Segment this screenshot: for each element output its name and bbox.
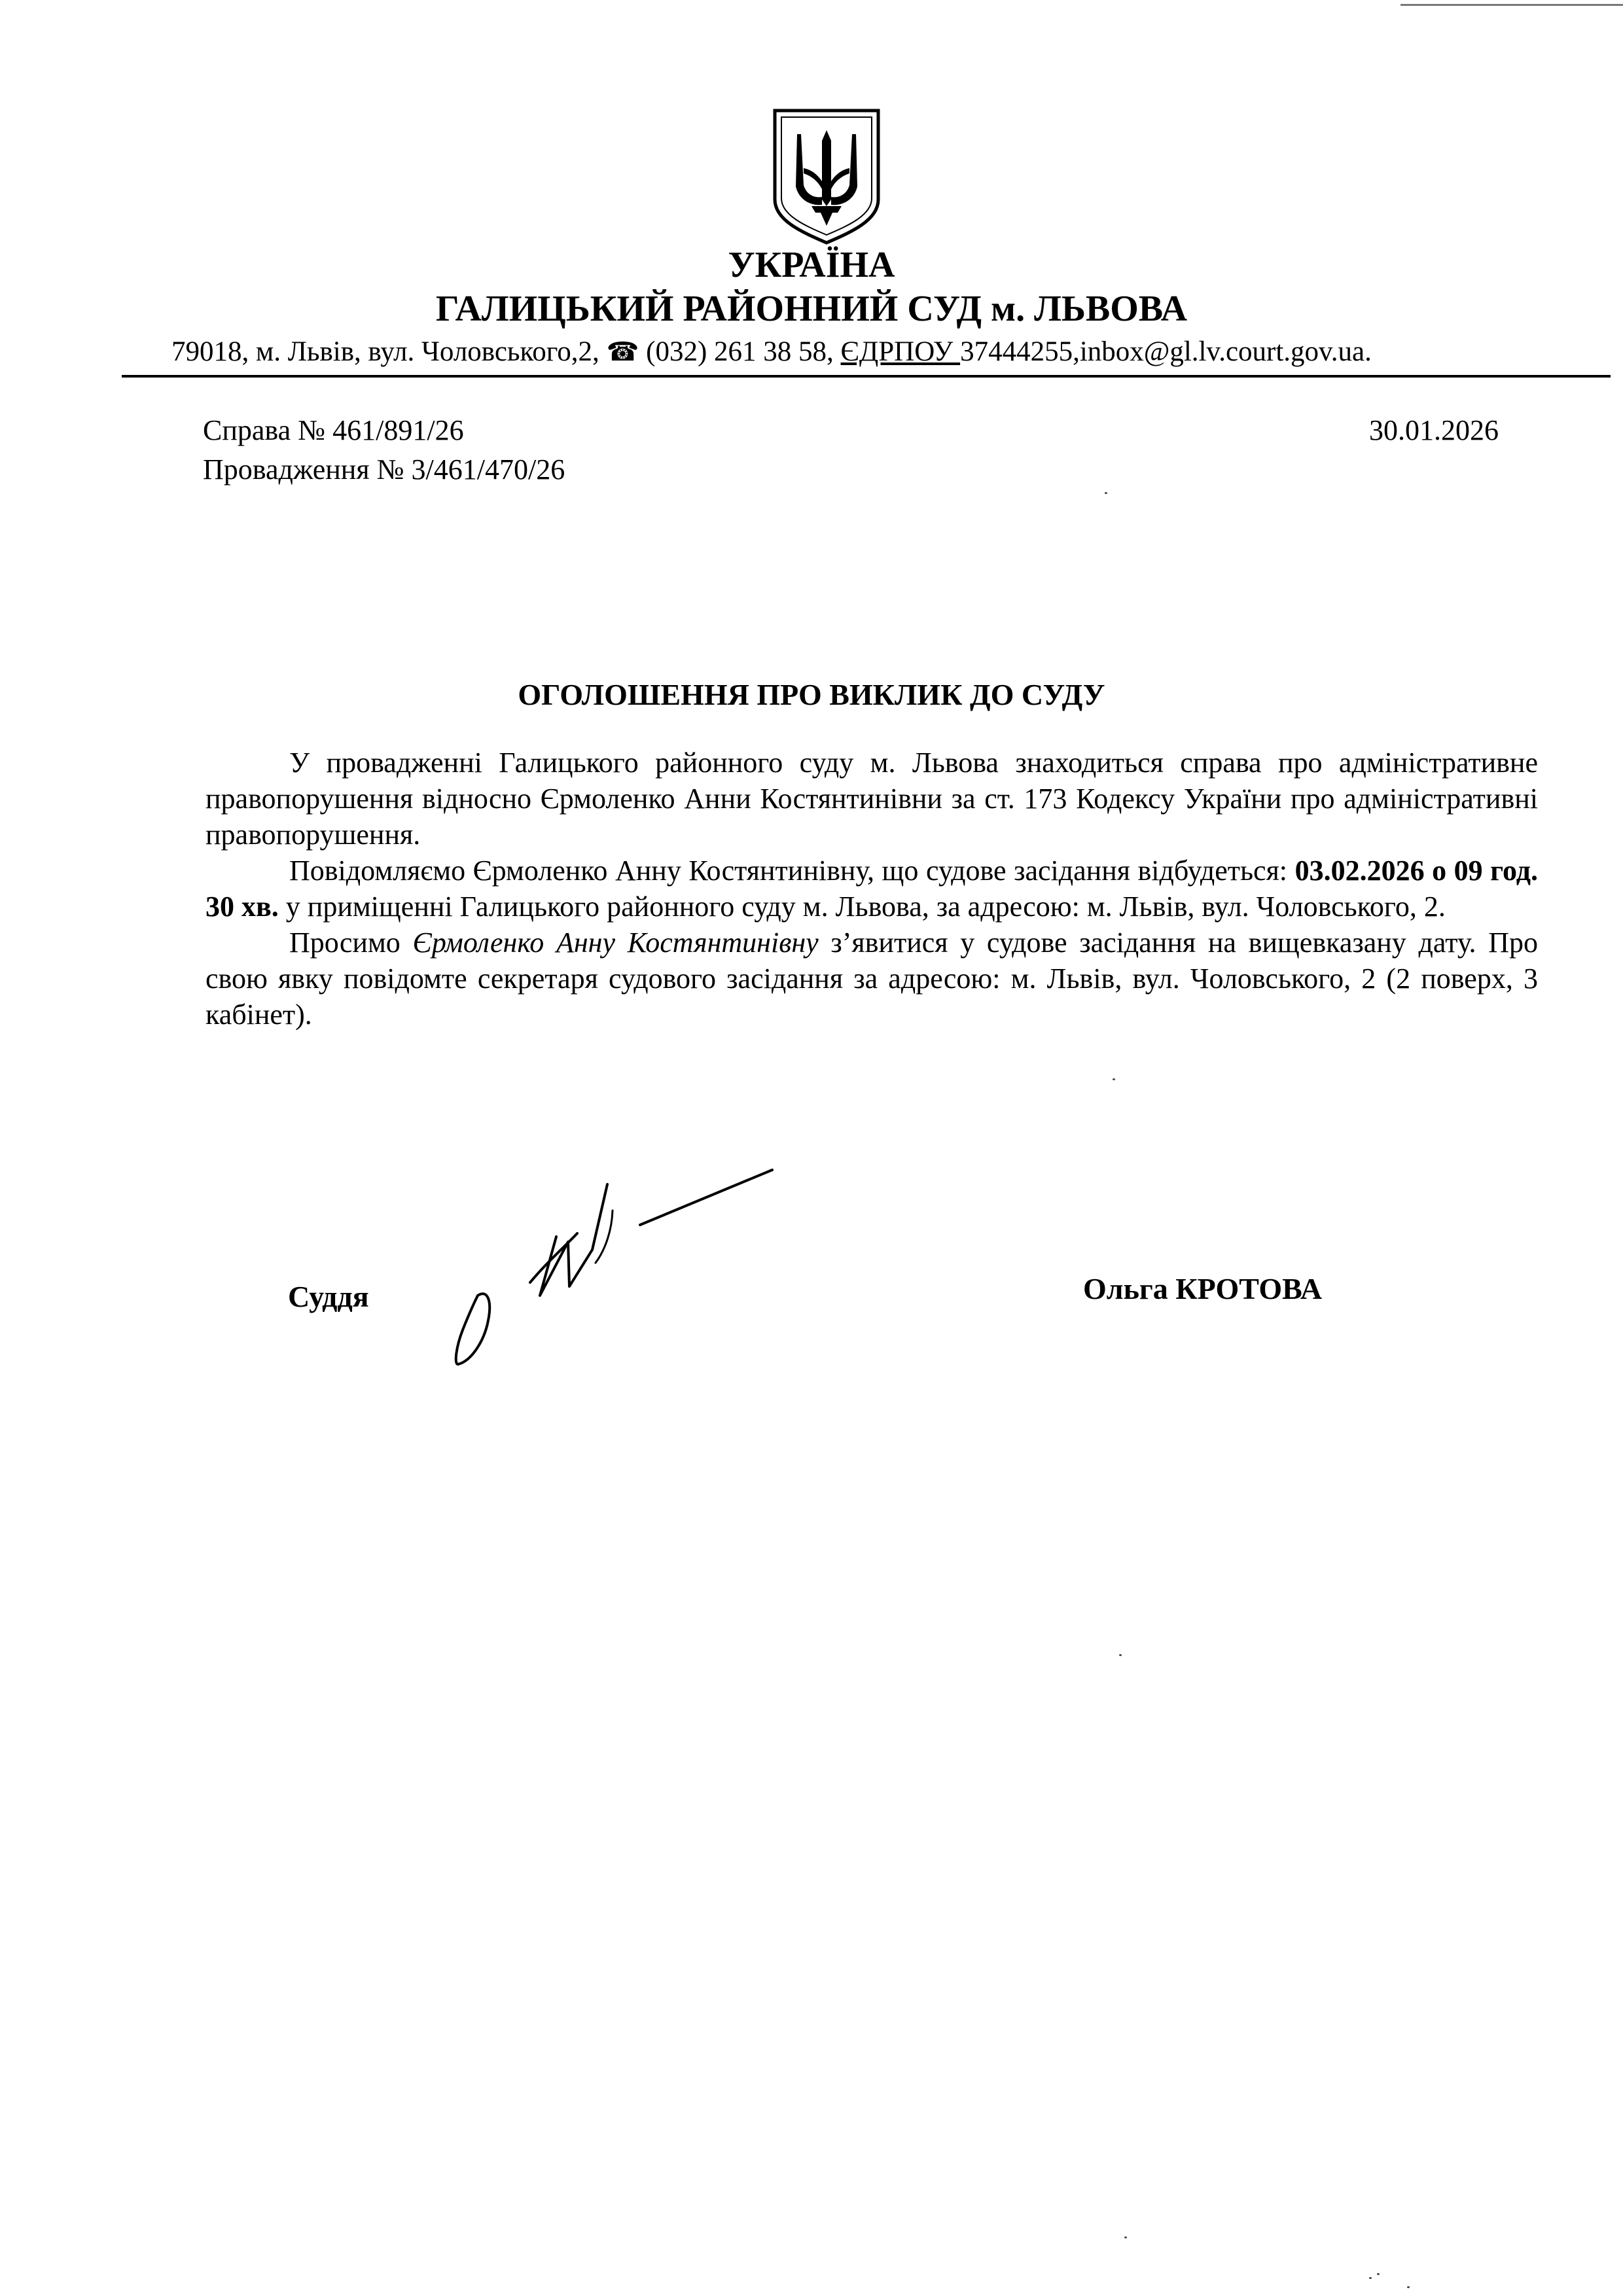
- address-street: 79018, м. Львів, вул. Чоловського,2,: [171, 336, 607, 367]
- judge-role-label: Суддя: [288, 1280, 369, 1313]
- hearing-location: у приміщенні Галицького районного суду м. Львова, за адресою: м. Львів, вул. Чоловського, 2.: [278, 891, 1446, 923]
- paragraph-hearing-notice: [205, 853, 1538, 925]
- phone-icon: ☎: [606, 337, 639, 366]
- request-intro: Просимо: [289, 927, 413, 959]
- country-name: УКРАЇНА: [728, 245, 895, 285]
- document-date: 30.01.2026: [1369, 414, 1499, 446]
- proceeding-number: Провадження № 3/461/470/26: [203, 453, 565, 486]
- scan-speck: [1124, 2236, 1127, 2238]
- scan-speck: [1377, 2273, 1380, 2275]
- hearing-notice-intro: Повідомляємо Єрмоленко Анну Костянтинівну, що судове засідання відбудеться:: [289, 855, 1295, 887]
- case-number: Справа № 461/891/26: [203, 414, 464, 446]
- hearing-datetime: 03.02.2026 о 09 год. 30 хв.: [205, 855, 1538, 923]
- handwritten-signature: [432, 1165, 798, 1381]
- scan-speck: [1113, 1078, 1115, 1080]
- edrpou-label: ЄДРПОУ: [840, 336, 961, 367]
- court-name: ГАЛИЦЬКИЙ РАЙОННИЙ СУД м. ЛЬВОВА: [435, 289, 1188, 329]
- ukraine-coat-of-arms-icon: [771, 108, 882, 245]
- document-body: [205, 745, 1538, 1033]
- edrpou-and-email: 37444255,inbox@gl.lv.court.gov.ua.: [960, 336, 1372, 367]
- scan-speck: [1119, 1654, 1122, 1656]
- request-details: з’явитися у судове засідання на вищевказану дату. Про свою явку повідомте секретаря судового засідання за адресою: м. Львів, вул. Чоловського, 2 (2 поверх, 3 кабінет).: [205, 927, 1538, 1031]
- scan-speck: [1407, 2286, 1410, 2288]
- scan-edge-line: [1400, 4, 1623, 6]
- scan-speck: [1105, 492, 1107, 494]
- paragraph-case-info: У провадженні Галицького районного суду м. Львова знаходиться справа про адміністративне правопорушення відносно Єрмоленко Анни Костянтинівни за ст. 173 Кодексу України про адміністративні правопорушення.: [205, 747, 1538, 851]
- header-divider: [122, 375, 1611, 378]
- judge-name: Ольга КРОТОВА: [1083, 1272, 1323, 1305]
- summoned-person-name: Єрмоленко Анну Костянтинівну: [412, 927, 819, 959]
- phone-number: (032) 261 38 58,: [639, 336, 841, 367]
- scan-speck: [1369, 2277, 1372, 2279]
- paragraph-request: [205, 925, 1538, 1033]
- document-title: ОГОЛОШЕННЯ ПРО ВИКЛИК ДО СУДУ: [518, 678, 1105, 711]
- court-address-line: [171, 334, 1585, 370]
